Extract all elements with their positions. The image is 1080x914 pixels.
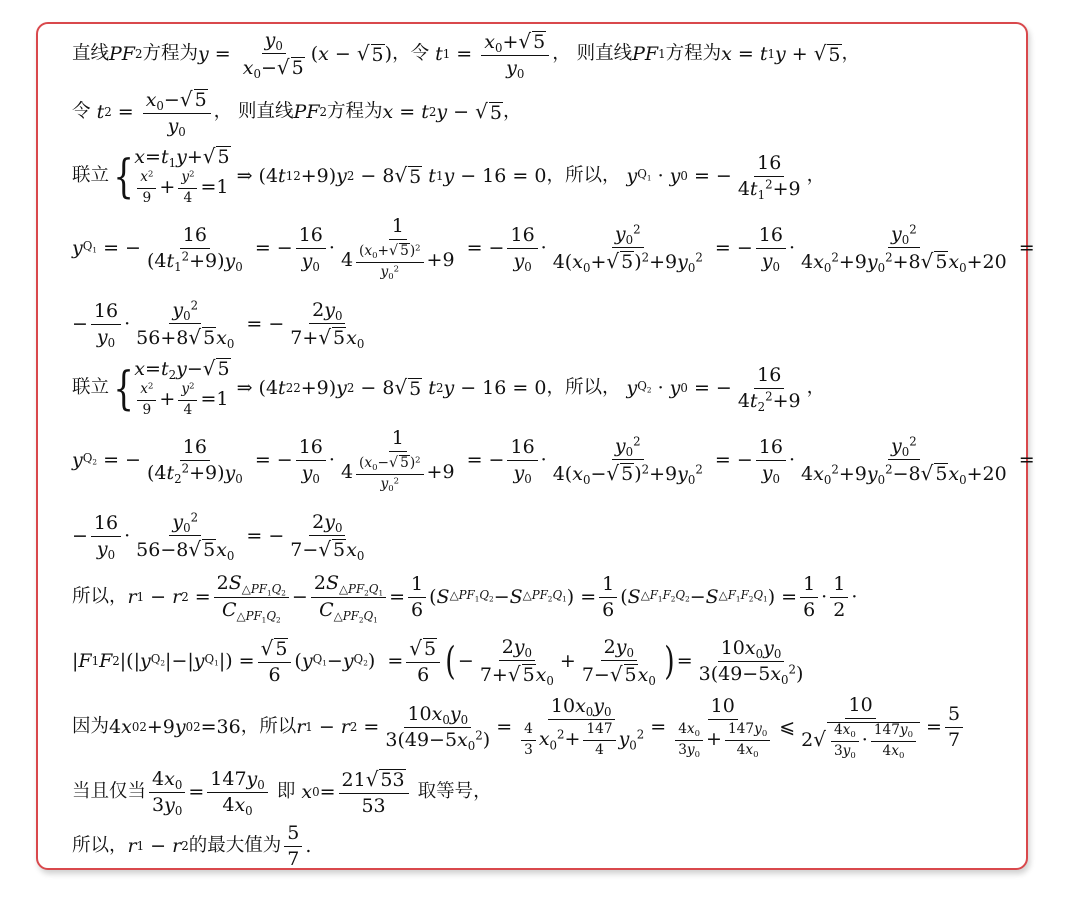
text: 方程为: [327, 100, 383, 122]
formula-line-2: 令 t 2 = $\frac{x_0-√ 5}{y_0}$ ， 则直线 PF 2 方程为 x = t 2 y − √ 5 ，: [72, 86, 522, 139]
text: .: [305, 834, 312, 857]
text: 联立: [72, 164, 110, 186]
text: ，: [806, 164, 826, 186]
formula-line-9: − $\frac{16}{y_0}$ · $\frac{y_0^2}{56-8√ 5x_0}$ = − $\frac{2y_0}{7-√ 5x_0}$: [72, 510, 365, 563]
text: 因为: [72, 715, 110, 737]
formula-line-11: 所以， r 1 − r 2 = $\frac{2S_{\triangle PF_1Q_2}}{C_{\triangle PF_1Q_2}}$ − $\frac{2S_{\triangle PF_2Q_1}}{C_{\triangle PF_2Q_1}}$ = $\frac{1}{6}$ ( S $\triangle PF_1Q_2$ − S $\triangle PF_2Q_1$ ) = $\frac{1}{6}$ ( S $\triangle F_1F_2Q_2$ − S $\triangle F_1F_2Q_1$ ) = $\frac{1}{6}$ · $\frac{1}{2}$ ·: [72, 571, 858, 625]
text: ，所以，: [546, 376, 621, 398]
formula-line-1: 直线 PF 2 方程为 y = $\frac{y_0}{x_0-√ 5}$ ( x − √ 5 ) ，令 t 1 = $\frac{x_0+√ 5}{y_0}$ ， 则直线 PF 1 方程为 x = t 1 y + √ 5 ，: [72, 28, 861, 81]
text: ，: [806, 376, 826, 398]
text: 当且仅当: [72, 780, 147, 802]
text: 令: [72, 100, 91, 122]
text: 直线: [72, 42, 110, 64]
formula-line-3: 联立 { $x=t_1y+√$ 5 $\frac{x^2}{9}$ + $\frac{y^2}{4}$ =1 ⇒ (4 t 1 2 +9) y 2 − 8 √ 5 t 1 y − 16 = 0 ，所以， y $Q_1$ · y 0 = − $\frac{16}{4t_1^2+9}$ ，: [72, 144, 826, 206]
formula-line-12: | F 1 F 2 |(| y $Q_2$ |−| y $Q_1$ |) = $\frac{√ 5}{6}$ ( y $Q_1$ − y $Q_2$ ) = $\frac{√ 5}{6}$ ( − $\frac{2y_0}{7+√ 5x_0}$ + $\frac{2y_0}{7-√ 5x_0}$ ) = $\frac{10x_0y_0}{3(49-5x_0^2)}$: [72, 635, 804, 688]
text: 的最大值为: [188, 834, 282, 856]
text: ，: [841, 42, 861, 64]
text: 即: [276, 780, 296, 802]
text: ， 则直线: [552, 42, 633, 64]
text: 方程为: [665, 42, 722, 64]
text: 所以，: [72, 834, 128, 856]
text: 方程为: [142, 42, 198, 64]
text: ，令: [392, 42, 430, 64]
formula-line-7: 联立 { $x=t_2y-√$ 5 $\frac{x^2}{9}$ + $\frac{y^2}{4}$ =1 ⇒ (4 t 2 2 +9) y 2 − 8 √ 5 t 2 y − 16 = 0 ，所以， y $Q_2$ · y 0 = − $\frac{16}{4t_2^2+9}$ ，: [72, 356, 826, 418]
formula-line-15: 所以， r 1 − r 2 的最大值为 $\frac{5}{7}$ .: [72, 821, 312, 870]
formula-line-5: − $\frac{16}{y_0}$ · $\frac{y_0^2}{56+8√ 5x_0}$ = − $\frac{2y_0}{7+√ 5x_0}$: [72, 298, 365, 351]
text: 所以，: [72, 585, 128, 607]
text: ，所以，: [546, 164, 621, 186]
text: ，所以: [240, 715, 297, 737]
text: ，: [502, 100, 522, 122]
formula-line-13: 因为 4 x 0 2 +9 y 0 2 =36 ，所以 r 1 − r 2 = $\frac{10x_0y_0}{3(49-5x_0^2)}$ = $10x_0y_0$ $\frac{4}{3}$ $x_0^2+$ $\frac{147}{4}$ $y_0^2$ = 10 $\frac{4x_0}{3y_0}$ + $\frac{147y_0}{4x_0}$ ⩽ 10 2√ $\frac{4x_0}{3y_0}$ · $\frac{147y_0}{4x_0}$ = $\frac{5}{7}$: [72, 692, 966, 762]
text: 联立: [72, 376, 110, 398]
text: ， 则直线: [213, 100, 294, 122]
formula-line-14: 当且仅当 $\frac{4x_0}{3y_0}$ = $\frac{147y_0}{4x_0}$ 即 x 0 = $\frac{21√ 53}{53}$ 取等号，: [72, 766, 492, 818]
text: 取等号，: [417, 780, 492, 802]
formula-line-8: y $Q_2$ = − $\frac{16}{(4t_2^2+9)y_0}$ = − $\frac{16}{y_0}$ · 1 4 $\frac{(x_0-√ 5)^2}{y_0^2}$ +9 = − $\frac{16}{y_0}$ · $\frac{y_0^2}{4(x_0-√ 5)^2+9y_0^2}$ = − $\frac{16}{y_0}$ · $\frac{y_0^2}{4x_0^2+9y_0^2-8√ 5x_0+20}$ =: [72, 426, 1035, 493]
formula-line-4: y $Q_1$ = − $\frac{16}{(4t_1^2+9)y_0}$ = − $\frac{16}{y_0}$ · 1 4 $\frac{(x_0+√ 5)^2}{y_0^2}$ +9 = − $\frac{16}{y_0}$ · $\frac{y_0^2}{4(x_0+√ 5)^2+9y_0^2}$ = − $\frac{16}{y_0}$ · $\frac{y_0^2}{4x_0^2+9y_0^2+8√ 5x_0+20}$ =: [72, 214, 1035, 281]
